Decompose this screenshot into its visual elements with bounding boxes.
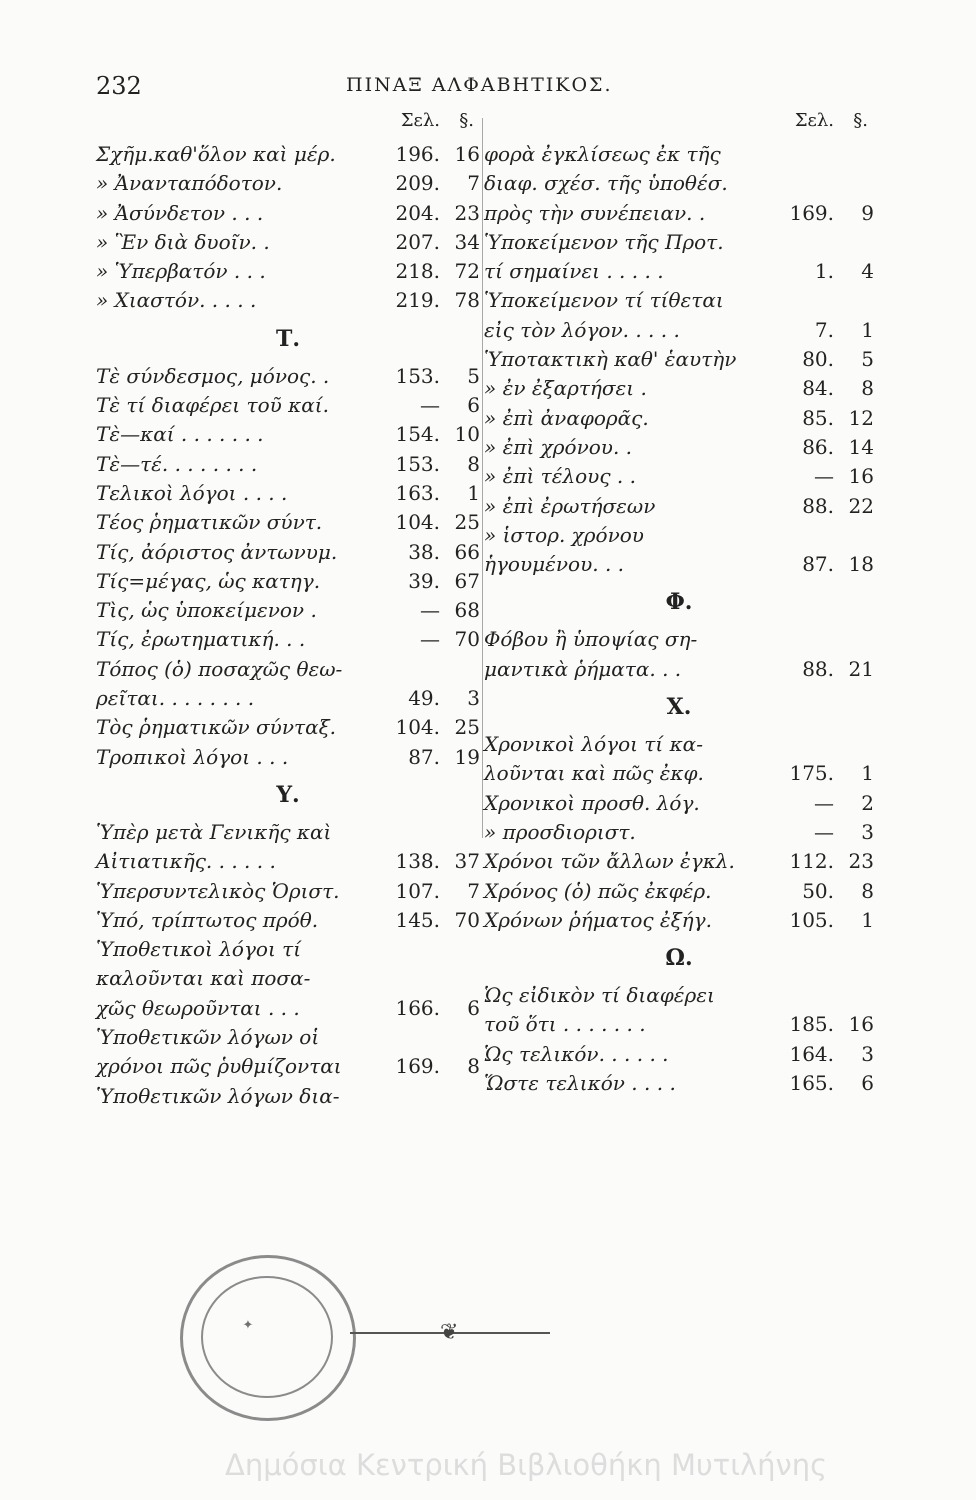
entry-section: 6 [861,1071,874,1096]
entry-term: Ὥστε τελικόν . . . . [484,1071,676,1096]
entry-page: 107. [395,878,440,903]
entry-section: 6 [467,995,480,1020]
entry-term: » ἱστορ. χρόνου [484,522,644,547]
index-entry [484,789,874,818]
entry-section: 9 [861,200,874,225]
entry-page: 138. [395,849,440,874]
entry-term: λοῦνται καὶ πῶς ἐκφ. [484,761,704,786]
entry-term: εἰς τὸν λόγον. . . . . [484,317,680,342]
entry-page: 163. [395,480,440,505]
entry-section: 67 [454,568,480,593]
entry-section: 5 [861,347,874,372]
entry-section: 2 [861,790,874,815]
ornament-icon: ❦ [440,1320,459,1345]
index-entry [484,374,874,403]
entry-term: ρεῖται. . . . . . . . [96,686,255,711]
entry-section: 66 [454,539,480,564]
index-entry [96,391,480,420]
entry-section: 5 [467,363,480,388]
entry-section: 10 [454,422,480,447]
index-entry [96,743,480,772]
entry-page: 88. [802,656,834,681]
index-entry [96,906,480,935]
entry-term: Ὑποθετικῶν λόγων δια- [96,1083,340,1108]
left-column [96,110,480,1111]
entry-term: Ὡς τελικόν. . . . . . [484,1041,669,1066]
entry-section: 16 [454,142,480,166]
entry-term: Χρόνων ῥήματος ἐξήγ. [484,907,712,932]
entry-page: 7. [814,317,834,342]
index-entry [484,730,874,759]
section-letter: Φ. [665,589,693,616]
entry-term: » ἐν ἐξαρτήσει . [484,376,647,401]
entry-section: 72 [454,259,480,284]
entry-page: 88. [802,493,834,518]
index-entry [484,981,874,1010]
entry-page: 219. [395,288,440,313]
entry-section: 8 [861,376,874,401]
index-entry [96,479,480,508]
entry-term: Τίς=μέγας, ὡς κατηγ. [96,568,321,593]
index-entry [96,935,480,964]
entry-term: Τίς, ἐρωτηματική. . . [96,627,306,652]
entry-page: 153. [395,363,440,388]
entry-page: — [420,393,440,418]
entry-page: 38. [408,539,440,564]
column-divider [482,118,483,838]
page-number: 232 [96,72,142,100]
entry-term: » ἐπὶ χρόνου. . [484,434,633,459]
entry-term: Ὑποκείμενον τῆς Προτ. [484,229,724,254]
index-entry [484,462,874,491]
entry-term: » ἐπὶ τέλους . . [484,464,636,489]
entry-term: φορὰ ἐγκλίσεως ἐκ τῆς [484,142,721,166]
left-entry-list [96,140,480,1111]
entry-term: Χρόνοι τῶν ἄλλων ἐγκλ. [484,849,735,874]
entry-term: Χρονικοὶ λόγοι τί κα- [484,732,703,757]
entry-term: διαφ. σχέσ. τῆς ὑποθέσ. [484,171,728,196]
entry-section: 25 [454,715,480,740]
entry-term: Τὶς, ὡς ὑποκείμενον . [96,598,317,623]
index-entry [96,1023,480,1052]
index-entry [96,877,480,906]
entry-section: 68 [454,598,480,623]
entry-page: — [814,464,834,489]
entry-page: 164. [789,1041,834,1066]
entry-page: 87. [408,744,440,769]
index-entry [484,847,874,876]
entry-page: — [420,627,440,652]
right-column [484,110,874,1098]
entry-page: 169. [395,1054,440,1079]
index-entry [96,140,480,169]
index-entry [484,759,874,788]
left-column-head [96,110,480,140]
entry-section: 34 [454,229,480,254]
library-watermark: Δημόσια Κεντρική Βιβλιοθήκη Μυτιλήνης [225,1448,828,1482]
entry-page: 207. [395,229,440,254]
entry-term: Αἰτιατικῆς. . . . . . [96,849,276,874]
page-column-label: Σελ. [400,110,440,131]
index-entry [96,1082,480,1111]
entry-page: 105. [789,907,834,932]
entry-section: 3 [861,819,874,844]
entry-page: 153. [395,451,440,476]
entry-section: 8 [861,878,874,903]
index-entry [484,433,874,462]
index-entry [96,169,480,198]
entry-term: » Χιαστόν. . . . . [96,288,257,313]
index-entry [96,538,480,567]
entry-term: » Ἀνανταπόδοτον. [96,171,283,196]
entry-term: » ἐπὶ ἀναφορᾶς. [484,405,649,430]
entry-section: 16 [848,1012,874,1037]
entry-term: ἡγουμένου. . . [484,552,625,577]
entry-page: 175. [789,761,834,786]
entry-section: 18 [848,552,874,577]
entry-term: χρόνοι πῶς ῥυθμίζονται [96,1054,342,1079]
running-head: ΠΙΝΑΞ ΑΛΦΑΒΗΤΙΚΟΣ. [346,74,613,96]
section-column-label: §. [459,110,474,131]
index-entry [484,257,874,286]
entry-section: 3 [467,686,480,711]
index-entry [96,684,480,713]
entry-term: » Ἀσύνδετον . . . [96,200,264,225]
entry-page: 49. [408,686,440,711]
entry-term: Τροπικοὶ λόγοι . . . [96,744,289,769]
entry-page: 112. [789,849,834,874]
index-entry [96,420,480,449]
entry-section: 1 [861,761,874,786]
index-entry [484,1040,874,1069]
entry-term: » προσδιοριστ. [484,819,636,844]
entry-section: 4 [861,259,874,284]
entry-page: 185. [789,1012,834,1037]
entry-term: Τόπος (ὁ) ποσαχῶς θεω- [96,656,343,681]
entry-page: — [420,598,440,623]
entry-page: 169. [789,200,834,225]
entry-page: 196. [395,142,440,166]
index-entry [484,345,874,374]
index-entry [96,655,480,684]
entry-term: Ὑποκείμενον τί τίθεται [484,288,724,313]
index-entry [96,567,480,596]
entry-page: 39. [408,568,440,593]
index-entry [484,818,874,847]
entry-page: — [814,819,834,844]
entry-term: τί σημαίνει . . . . . [484,259,664,284]
index-entry [484,169,874,198]
index-entry [96,847,480,876]
entry-term: Ὑποθετικῶν λόγων οἱ [96,1025,320,1050]
index-entry [484,655,874,684]
entry-section: 6 [467,393,480,418]
entry-term: Ὑπὲρ μετὰ Γενικῆς καὶ [96,819,332,844]
entry-page: 209. [395,171,440,196]
entry-page: 84. [802,376,834,401]
entry-section: 23 [848,849,874,874]
entry-section: 78 [454,288,480,313]
entry-term: Τίς, ἀόριστος ἀντωνυμ. [96,539,338,564]
index-entry [484,316,874,345]
entry-section: 70 [454,907,480,932]
entry-page: 145. [395,907,440,932]
entry-section: 14 [848,434,874,459]
library-stamp [180,1255,356,1421]
entry-section: 7 [467,171,480,196]
index-entry [484,877,874,906]
entry-page: 1. [814,259,834,284]
entry-page: 154. [395,422,440,447]
index-entry [484,286,874,315]
index-entry [484,140,874,169]
entry-term: τοῦ ὅτι . . . . . . . [484,1012,646,1037]
entry-term: πρὸς τὴν συνέπειαν. . [484,200,706,225]
page-header [96,72,856,102]
entry-term: Τὸς ῥηματικῶν σύνταξ. [96,715,336,740]
entry-term: Τὲ τί διαφέρει τοῦ καί. [96,393,329,418]
index-entry [96,818,480,847]
right-column-head [484,110,874,140]
section-letter: Χ. [666,694,692,721]
entry-section: 1 [861,907,874,932]
index-entry [96,994,480,1023]
entry-page: — [814,790,834,815]
entry-term: Χρονικοὶ προσθ. λόγ. [484,790,700,815]
index-entry [96,199,480,228]
entry-section: 12 [848,405,874,430]
entry-page: 218. [395,259,440,284]
entry-term: Ὡς εἰδικὸν τί διαφέρει [484,983,715,1008]
section-letter: Ω. [665,945,693,972]
entry-page: 87. [802,552,834,577]
index-entry [96,625,480,654]
entry-section: 8 [467,451,480,476]
entry-term: Τέος ῥηματικῶν σύντ. [96,510,323,535]
entry-section: 1 [467,480,480,505]
index-entry [96,1052,480,1081]
entry-term: Σχῆμ.καθ'ὅλον καὶ μέρ. [96,142,336,166]
index-entry [96,450,480,479]
entry-term: χῶς θεωροῦνται . . . [96,995,300,1020]
entry-term: Ὑποθετικοὶ λόγοι τί [96,937,302,962]
entry-section: 25 [454,510,480,535]
entry-term: Τελικοὶ λόγοι . . . . [96,480,288,505]
stamp-text: ✦ [242,1318,254,1333]
entry-section: 70 [454,627,480,652]
entry-page: 165. [789,1071,834,1096]
index-entry [96,508,480,537]
entry-section: 1 [861,317,874,342]
entry-term: μαντικὰ ῥήματα. . . [484,656,682,681]
index-entry [96,228,480,257]
section-letter: Υ. [276,781,300,808]
index-entry [96,286,480,315]
entry-term: καλοῦνται καὶ ποσα- [96,966,311,991]
entry-term: Ὑπερσυντελικὸς Ὁριστ. [96,878,340,903]
entry-section: 7 [467,878,480,903]
index-entry [96,964,480,993]
entry-section: 19 [454,744,480,769]
entry-section: 22 [848,493,874,518]
stamp-inner-ring [201,1276,333,1398]
index-entry [484,404,874,433]
entry-section: 3 [861,1041,874,1066]
entry-page: 86. [802,434,834,459]
index-entry [484,1010,874,1039]
index-entry [96,257,480,286]
index-entry [96,362,480,391]
entry-section: 8 [467,1054,480,1079]
page-column-label: Σελ. [794,110,834,131]
section-column-label: §. [853,110,868,131]
entry-section: 16 [848,464,874,489]
section-letter: Τ. [275,325,301,352]
index-entry [96,713,480,742]
entry-term: » Ἓν διὰ δυοῖν. . [96,229,270,254]
entry-term: Τὲ—τέ. . . . . . . . [96,451,258,476]
entry-page: 50. [802,878,834,903]
entry-page: 166. [395,995,440,1020]
entry-page: 104. [395,715,440,740]
entry-term: Φόβου ἢ ὑποψίας ση- [484,627,698,652]
index-entry [484,521,874,550]
right-entry-list [484,140,874,1098]
entry-term: » Ὑπερβατόν . . . [96,259,266,284]
entry-term: Ὑποτακτικὴ καθ' ἑαυτὴν [484,347,737,372]
index-entry [96,596,480,625]
entry-section: 37 [454,849,480,874]
entry-page: 104. [395,510,440,535]
entry-section: 23 [454,200,480,225]
index-entry [484,625,874,654]
entry-page: 80. [802,347,834,372]
index-entry [484,228,874,257]
entry-term: » ἐπὶ ἐρωτήσεων [484,493,656,518]
index-entry [484,906,874,935]
entry-section: 21 [848,656,874,681]
entry-term: Τὲ σύνδεσμος, μόνος. . [96,363,330,388]
index-entry [484,492,874,521]
entry-page: 85. [802,405,834,430]
index-entry [484,1069,874,1098]
entry-term: Ὑπό, τρίπτωτος πρόθ. [96,907,319,932]
index-entry [484,550,874,579]
entry-term: Τὲ—καί . . . . . . . [96,422,264,447]
entry-page: 204. [395,200,440,225]
entry-term: Χρόνος (ὁ) πῶς ἐκφέρ. [484,878,712,903]
index-entry [484,199,874,228]
